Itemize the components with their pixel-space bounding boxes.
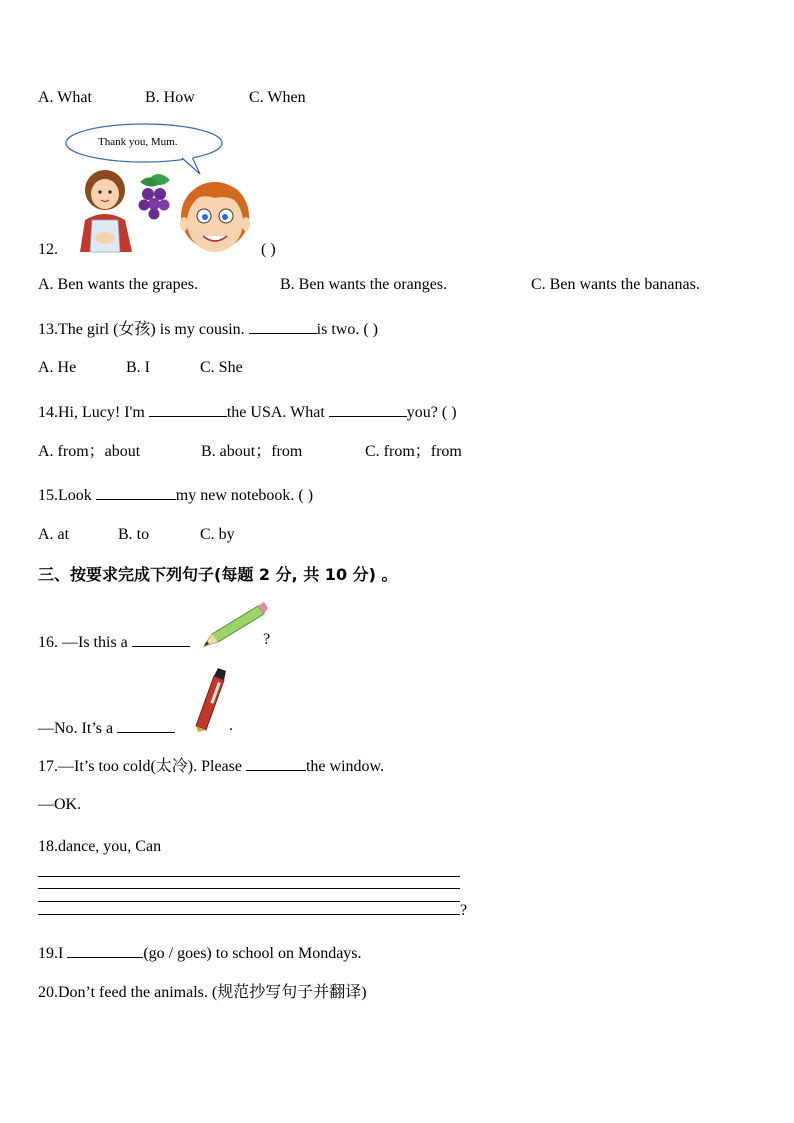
pen-icon: [188, 666, 232, 732]
q13-question: [38, 317, 378, 340]
q14-blank-1[interactable]: [149, 400, 227, 417]
q12-option-c: C. Ben wants the bananas.: [531, 276, 700, 293]
q17-line-2: —OK.: [38, 796, 82, 813]
q16-line-1: [38, 630, 190, 653]
q18-end-mark: ?: [460, 902, 468, 919]
q16-line-2: [38, 716, 175, 739]
section-3-heading: 三、按要求完成下列句子(每题 2 分, 共 10 分) 。: [38, 565, 398, 584]
q17-text-start: 17.—It’s too cold(太冷). Please: [38, 758, 246, 775]
q14-option-a: A. from；about: [38, 443, 141, 460]
q19-blank[interactable]: [67, 941, 143, 958]
q19-text-start: 19.I: [38, 945, 68, 962]
q12-option-b: B. Ben wants the oranges.: [280, 276, 448, 293]
q16-period: .: [229, 717, 233, 734]
q15-option-a: A. at: [38, 526, 70, 543]
q11-option-c: C. When: [249, 89, 306, 106]
q17-blank[interactable]: [246, 754, 306, 771]
q12-number: 12.: [38, 241, 58, 258]
q16-answer-start: —No. It’s a: [38, 720, 118, 737]
q16-blank-2[interactable]: [117, 716, 175, 733]
q15-text-end: my new notebook. ( ): [175, 487, 314, 504]
q15-option-c: C. by: [200, 526, 235, 543]
q16-blank-1[interactable]: [132, 630, 190, 647]
q15-blank[interactable]: [96, 483, 176, 500]
q18-answer-line-4[interactable]: [38, 914, 460, 915]
q14-option-c: C. from；from: [365, 443, 462, 460]
q14-text-end: you? ( ): [406, 404, 457, 421]
ben-figure: [180, 182, 250, 252]
q12-option-a: A. Ben wants the grapes.: [38, 276, 198, 293]
q16-text-start: 16. —Is this a: [38, 634, 132, 651]
q18-answer-line-2[interactable]: [38, 888, 460, 889]
q14-question: [38, 400, 457, 423]
q15-option-b: B. to: [118, 526, 150, 543]
q13-option-a: A. He: [38, 359, 77, 376]
q18-answer-line-1[interactable]: [38, 876, 460, 877]
q14-option-b: B. about；from: [201, 443, 303, 460]
q15-text-start: 15.Look: [38, 487, 96, 504]
q16-question-mark: ?: [263, 631, 271, 648]
q19-question: [38, 941, 362, 964]
q20-question: 20.Don’t feed the animals. (规范抄写句子并翻译): [38, 984, 367, 1001]
q14-text-middle: the USA. What: [226, 404, 329, 421]
speech-bubble-text: Thank you, Mum.: [98, 136, 178, 148]
q12-answer-paren: ( ): [261, 241, 276, 258]
q11-option-b: B. How: [145, 89, 195, 106]
q18-answer-line-3[interactable]: [38, 901, 460, 902]
q18-prompt: 18.dance, you, Can: [38, 838, 162, 855]
q13-option-c: C. She: [200, 359, 243, 376]
q13-text-start: 13.The girl (女孩) is my cousin.: [38, 321, 249, 338]
q17-line-1: [38, 754, 384, 777]
mum-figure: [80, 170, 132, 252]
q14-blank-2[interactable]: [329, 400, 407, 417]
q15-question: [38, 483, 313, 506]
q13-text-end: is two. ( ): [316, 321, 378, 338]
grapes-icon: [139, 174, 171, 220]
q19-text-end: (go / goes) to school on Mondays.: [143, 945, 362, 962]
q13-blank[interactable]: [249, 317, 317, 334]
pencil-icon: [200, 600, 270, 650]
q11-option-a: A. What: [38, 89, 92, 106]
q13-option-b: B. I: [126, 359, 150, 376]
q17-text-end: the window.: [305, 758, 385, 775]
speech-bubble: [66, 124, 222, 174]
q14-text-start: 14.Hi, Lucy! I'm: [38, 404, 149, 421]
